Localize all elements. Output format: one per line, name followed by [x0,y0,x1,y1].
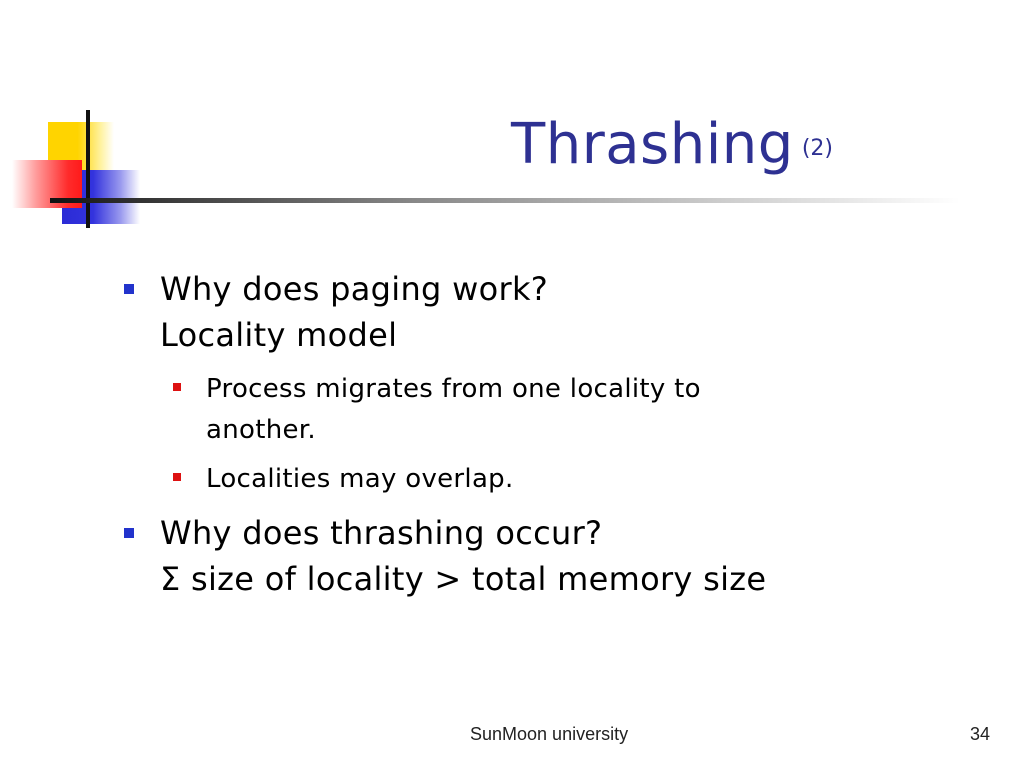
bullet-item [160,266,548,358]
title-underline-rule [50,198,960,203]
sub-bullet-line: another. [206,415,316,445]
vertical-rule [86,110,90,228]
bullet-item [160,510,766,602]
bullet-line: Σ size of locality > total memory size [160,560,767,598]
sub-bullet-item [206,458,846,500]
sub-bullet-item [206,368,846,451]
corner-ornament [0,0,160,240]
page-number: 34 [969,724,990,744]
square-bullet-icon [124,528,134,538]
square-bullet-icon [173,473,181,481]
bullet-line: Locality model [160,316,398,354]
footer-text: SunMoon university [470,724,629,744]
square-bullet-icon [173,383,181,391]
slide-title-suffix: (2) [801,136,833,161]
slide-title-text: Thrashing [511,112,794,177]
bullet-line: Why does paging work? [160,270,549,308]
square-bullet-icon [124,284,134,294]
sub-bullet-line: Process migrates from one locality to [206,374,701,404]
sub-bullet-line: Localities may overlap. [206,464,514,494]
slide-title [150,112,1024,177]
bullet-line: Why does thrashing occur? [160,514,603,552]
